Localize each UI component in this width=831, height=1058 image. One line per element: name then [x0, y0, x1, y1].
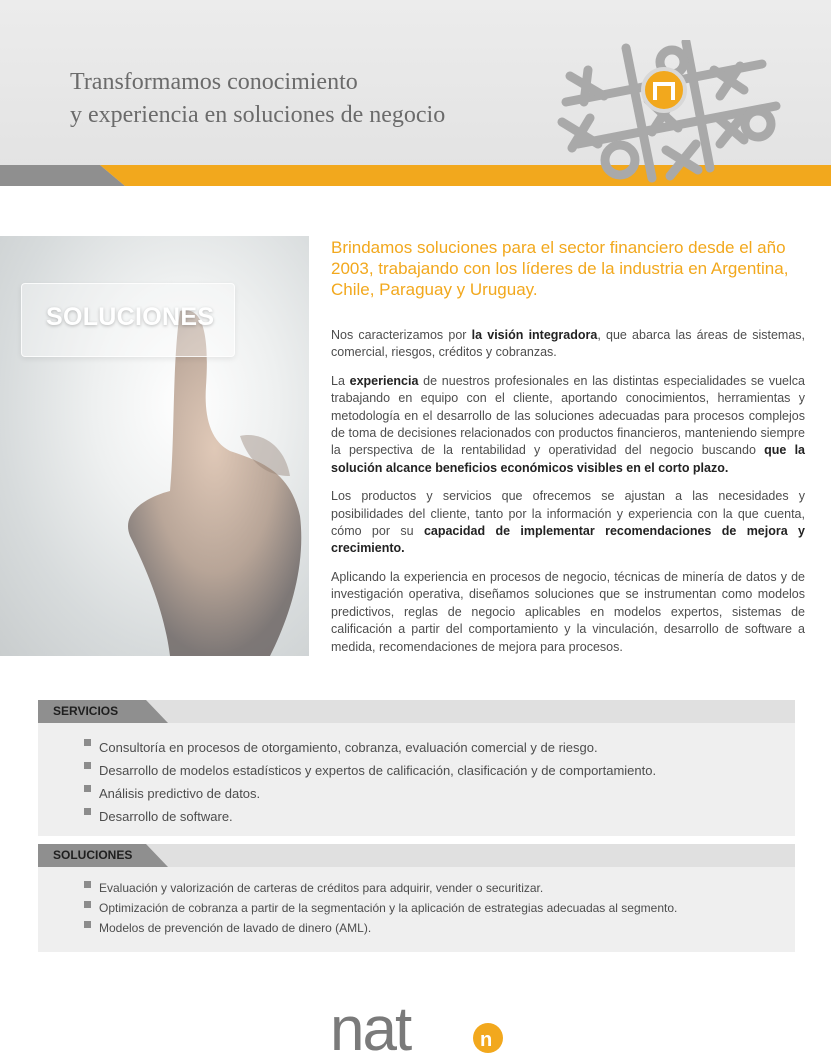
text-span: , que abarca las áreas de sistemas, comercial, riesgos, créditos y cobranzas. [331, 328, 805, 360]
soluciones-title: SOLUCIONES [53, 848, 133, 862]
tic-tac-toe-icon [548, 40, 788, 190]
list-item: Optimización de cobranza a partir de la segmentación y la aplicación de estrategias adecuadas al segmento. [84, 901, 677, 921]
list-item: Modelos de prevención de lavado de dinero (AML). [84, 921, 677, 941]
servicios-section [38, 700, 795, 836]
paragraph-4: Aplicando la experiencia en procesos de negocio, técnicas de minería de datos y de investigación operativa, diseñamos soluciones que se instrumentan como modelos predictivos, reglas de negocio aplicables en modelos expertos, sistemas de calificación a partir del comportamiento y la vinculación, desarrollo de software a medida, recomendaciones de mejora para procesos. [331, 569, 805, 654]
servicios-title: SERVICIOS [53, 704, 119, 718]
list-item: Análisis predictivo de datos. [84, 785, 656, 808]
text-span: La [331, 373, 350, 388]
servicios-header [38, 700, 795, 723]
nat-logo [330, 1000, 510, 1058]
tagline-line-1: Transformamos conocimiento [70, 69, 358, 95]
bold-span: capacidad de implementar recomendaciones de mejora y crecimiento. [331, 524, 805, 556]
paragraph-2 [331, 373, 805, 477]
bold-span: que la solución alcance beneficios económicos visibles en el corto plazo. [331, 443, 805, 475]
tagline-line-2: y experiencia en soluciones de negocio [70, 102, 446, 128]
soluciones-header [38, 844, 795, 867]
paragraph-1 [331, 327, 805, 362]
bold-span: la visión integradora [471, 328, 598, 342]
body-text [331, 327, 805, 667]
servicios-list [84, 739, 656, 831]
soluciones-list [84, 881, 677, 941]
text-span: Los productos y servicios que ofrecemos se ajustan a las necesidades y posibilidades del cliente, tanto por la información y experiencia con la que cuenta, cómo por su [331, 489, 805, 539]
list-item: Desarrollo de software. [84, 808, 656, 831]
text-span: de nuestros profesionales en las distintas especialidades se vuelca trabajando en equipo con el cliente, aportando conocimientos, herramientas y metodología en el desarrollo de las soluciones adecuadas para procesos complejos de toma de decisiones relacionados con productos financieros, manteniendo siempre la perspectiva de la rentabilidad y operatividad del negocio buscando [331, 373, 805, 458]
list-item: Consultoría en procesos de otorgamiento, cobranza, evaluación comercial y de riesgo. [84, 739, 656, 762]
list-item: Evaluación y valorización de carteras de créditos para adquirir, vender o securitizar. [84, 881, 677, 901]
list-item: Desarrollo de modelos estadísticos y expertos de calificación, clasificación y de comportamiento. [84, 762, 656, 785]
soluciones-section [38, 844, 795, 952]
bold-span: experiencia [349, 373, 419, 388]
lead-paragraph: Brindamos soluciones para el sector financiero desde el año 2003, trabajando con los líderes de la industria en Argentina, Chile, Paraguay y Uruguay. [331, 238, 789, 299]
paragraph-3 [331, 488, 805, 558]
logo-badge: n [480, 1029, 493, 1051]
logo-text: nat [330, 1000, 411, 1058]
text-span: Nos caracterizamos por [331, 328, 472, 342]
page-title [70, 66, 445, 132]
photo-label: SOLUCIONES [46, 303, 215, 331]
